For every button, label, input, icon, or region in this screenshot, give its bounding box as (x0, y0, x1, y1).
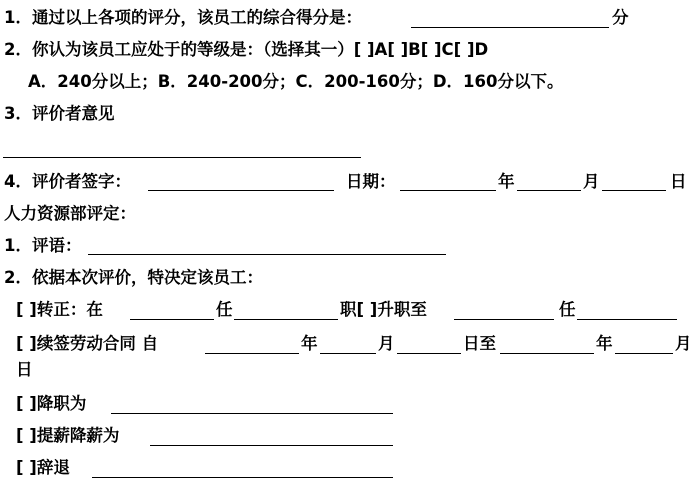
q4-date-label: 日期： (346, 172, 396, 191)
q1-label: 1．通过以上各项的评分，该员工的综合得分是： (4, 8, 362, 27)
q4-month-label: 月 (583, 172, 600, 191)
regular-position-field[interactable] (234, 319, 338, 320)
q4-year-label: 年 (498, 172, 515, 191)
promote-prefix[interactable]: 职[ ]升职至 (340, 300, 427, 319)
regular-post-label: 任 (216, 300, 233, 319)
q3-label: 3．评价者意见 (4, 104, 115, 123)
renew-end-day-label: 日 (16, 360, 33, 379)
dismiss-label[interactable]: [ ]辞退 (16, 458, 70, 477)
renew-end-year-label: 年 (596, 334, 613, 353)
renew-start-month-label: 月 (378, 334, 395, 353)
hr-comment-field[interactable] (88, 254, 446, 255)
regular-prefix[interactable]: [ ]转正：在 (16, 300, 103, 319)
q2-label: 2．你认为该员工应处于的等级是：（选择其一）[ ]A[ ]B[ ]C[ ]D (4, 40, 489, 59)
renew-prefix[interactable]: [ ]续签劳动合同 自 (16, 334, 159, 353)
promote-position-field[interactable] (577, 319, 677, 320)
hr-q1-label: 1．评语： (4, 236, 82, 255)
q4-day-field[interactable] (602, 190, 666, 191)
q4-month-field[interactable] (517, 190, 581, 191)
q4-signature-field[interactable] (148, 190, 334, 191)
renew-start-year-label: 年 (301, 334, 318, 353)
renew-start-day-field[interactable] (397, 353, 461, 354)
promote-post-label: 任 (559, 300, 576, 319)
renew-end-year-field[interactable] (500, 353, 594, 354)
renew-start-month-field[interactable] (320, 353, 376, 354)
regular-dept-field[interactable] (130, 319, 214, 320)
demote-label[interactable]: [ ]降职为 (16, 394, 87, 413)
q1-unit: 分 (612, 8, 629, 27)
demote-field[interactable] (111, 413, 393, 414)
hr-title: 人力资源部评定： (4, 204, 136, 223)
q2-options: A．240分以上；B．240-200分；C．200-160分；D．160分以下。 (28, 72, 564, 91)
q3-opinion-field[interactable] (3, 157, 361, 158)
q4-sign-label: 4．评价者签字： (4, 172, 131, 191)
renew-end-month-label: 月 (675, 334, 692, 353)
salary-label[interactable]: [ ]提薪降薪为 (16, 426, 120, 445)
promote-dept-field[interactable] (454, 319, 554, 320)
hr-q2-label: 2．依据本次评价，特决定该员工： (4, 268, 263, 287)
q4-day-label: 日 (670, 172, 687, 191)
q4-year-field[interactable] (400, 190, 496, 191)
q1-score-field[interactable] (411, 27, 609, 28)
renew-end-month-field[interactable] (615, 353, 673, 354)
renew-start-year-field[interactable] (205, 353, 299, 354)
salary-field[interactable] (150, 445, 393, 446)
dismiss-field[interactable] (92, 477, 393, 478)
renew-until-label: 日至 (463, 334, 496, 353)
